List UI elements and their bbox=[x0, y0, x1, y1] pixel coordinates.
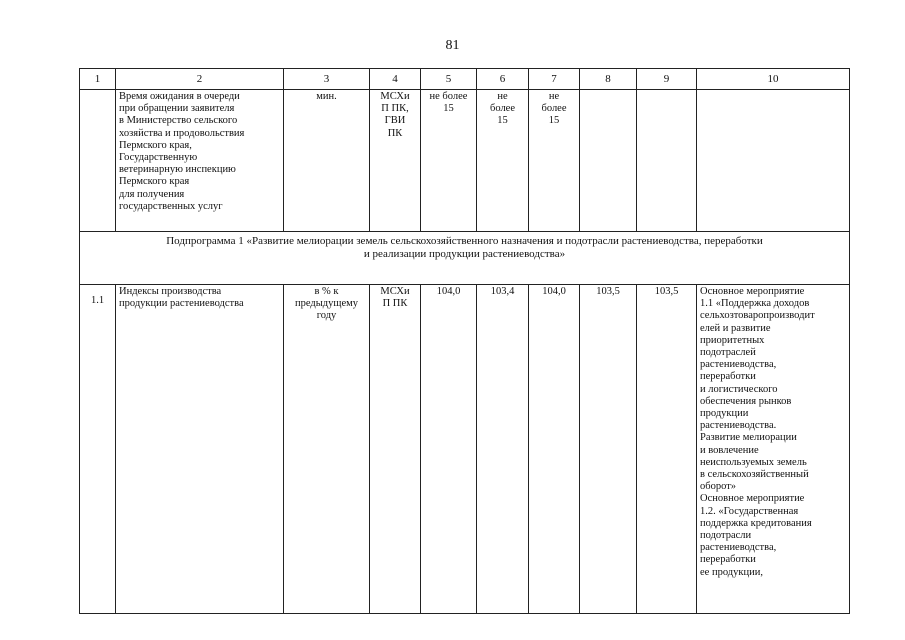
column-numbers-row bbox=[80, 69, 850, 90]
value-cell: не более 15 bbox=[421, 90, 477, 232]
unit-cell: мин. bbox=[284, 90, 370, 232]
column-number: 5 bbox=[421, 69, 477, 90]
indicator-name-cell: Индексы производства продукции растениеводства bbox=[116, 285, 284, 614]
column-number: 4 bbox=[370, 69, 421, 90]
indicators-table bbox=[79, 68, 850, 614]
column-number: 1 bbox=[80, 69, 116, 90]
column-number: 3 bbox=[284, 69, 370, 90]
value-cell: не более 15 bbox=[529, 90, 580, 232]
page-number: 81 bbox=[445, 38, 460, 53]
measures-cell: Основное мероприятие 1.1 «Поддержка доходов сельхозтоваропроизводит елей и развитие приоритетных подотраслей растениеводства, переработки и логистического обеспечения рынков продукции растениеводства. Развитие мелиорации и вовлечение неиспользуемых земель в сельскохозяйственный оборот» Основное мероприятие 1.2. «Государственная поддержка кредитования подотрасли растениеводства, переработки ее продукции, bbox=[697, 285, 850, 614]
column-number: 2 bbox=[116, 69, 284, 90]
value-cell: 103,4 bbox=[477, 285, 529, 614]
value-cell: 104,0 bbox=[421, 285, 477, 614]
table-row bbox=[80, 90, 850, 232]
subprogram-row bbox=[80, 232, 850, 285]
column-number: 9 bbox=[637, 69, 697, 90]
responsible-cell: МСХи П ПК, ГВИ ПК bbox=[370, 90, 421, 232]
responsible-cell: МСХи П ПК bbox=[370, 285, 421, 614]
value-cell: не более 15 bbox=[477, 90, 529, 232]
column-number: 8 bbox=[580, 69, 637, 90]
value-cell: 104,0 bbox=[529, 285, 580, 614]
column-number: 10 bbox=[697, 69, 850, 90]
row-number-cell: 1.1 bbox=[80, 285, 116, 614]
indicator-name-cell: Время ожидания в очереди при обращении заявителя в Министерство сельского хозяйства и продовольствия Пермского края, Государственную ветеринарную инспекцию Пермского края для получения государственных услуг bbox=[116, 90, 284, 232]
value-cell bbox=[580, 90, 637, 232]
value-cell: 103,5 bbox=[637, 285, 697, 614]
table-row bbox=[80, 285, 850, 614]
unit-cell: в % к предыдущему году bbox=[284, 285, 370, 614]
value-cell bbox=[637, 90, 697, 232]
subprogram-title: Подпрограмма 1 «Развитие мелиорации земель сельскохозяйственного назначения и подотрасли растениеводства, переработки и реализации продукции растениеводства» bbox=[80, 232, 850, 285]
measures-cell bbox=[697, 90, 850, 232]
row-number-cell bbox=[80, 90, 116, 232]
value-cell: 103,5 bbox=[580, 285, 637, 614]
column-number: 6 bbox=[477, 69, 529, 90]
column-number: 7 bbox=[529, 69, 580, 90]
